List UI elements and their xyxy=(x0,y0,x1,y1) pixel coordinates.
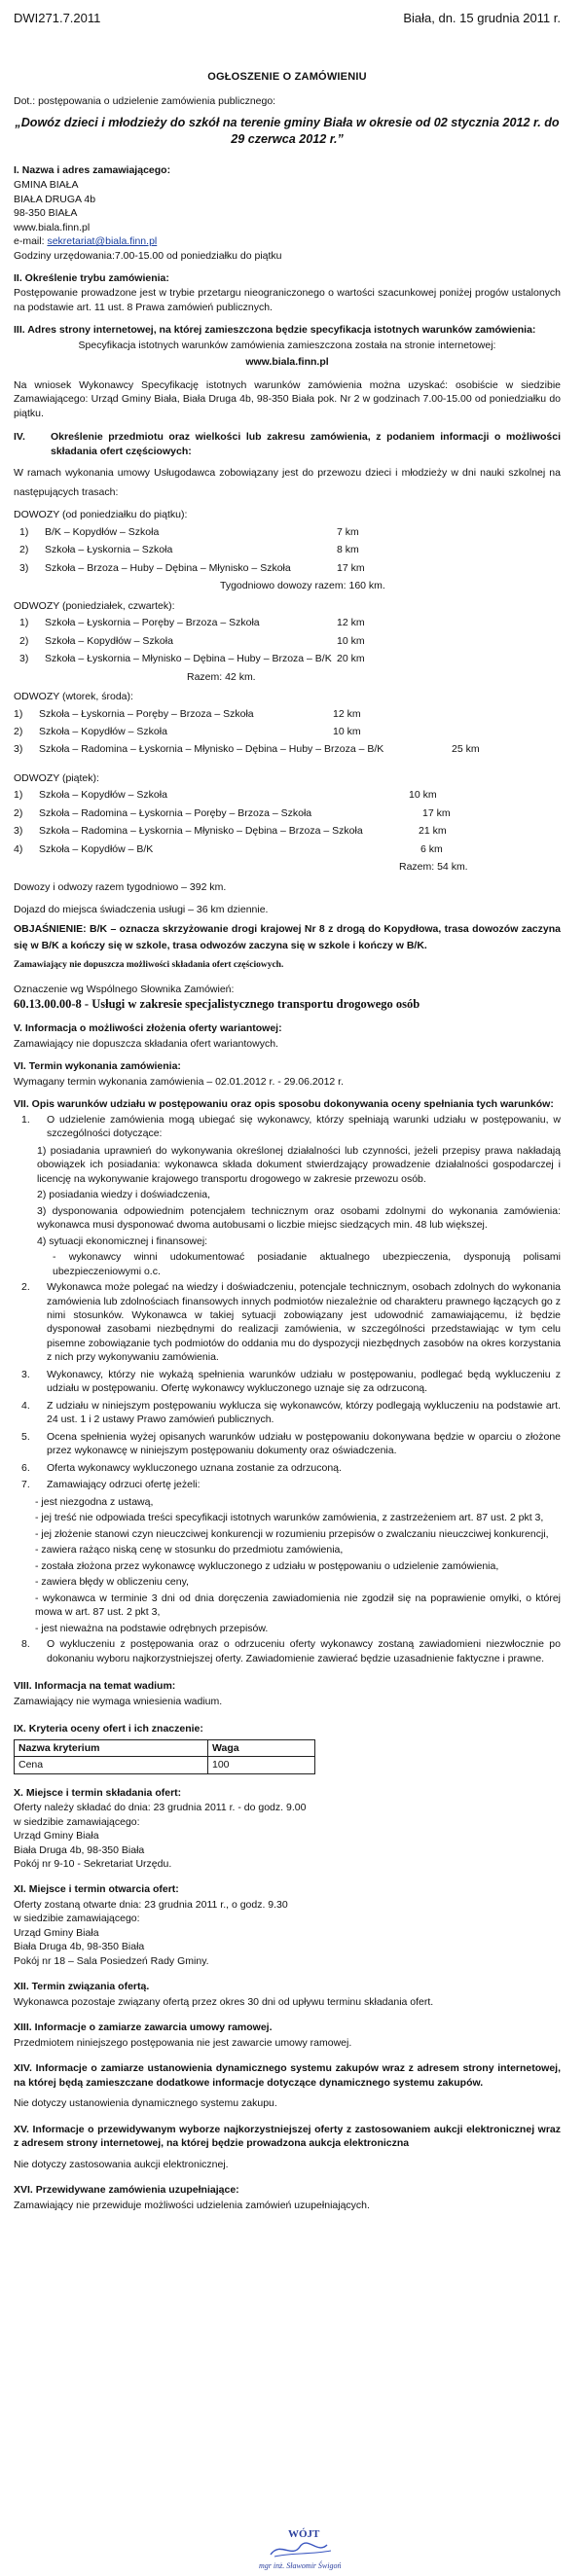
signature-title: WÓJT xyxy=(288,2528,320,2540)
section-10-heading: X. Miejsce i termin składania ofert: xyxy=(14,1786,182,1799)
section-4-number: IV. xyxy=(14,431,25,444)
website-line: www.biala.finn.pl xyxy=(14,221,91,233)
rejection-reason: - jej złożenie stanowi czyn nieuczciwej konkurencji w rozumieniu przepisów o zwalczaniu nieuczciwej konkurencji, xyxy=(35,1527,549,1540)
route-row: 2) Szkoła – Łyskornia – Szkoła 8 km xyxy=(19,544,359,556)
section-7-heading: VII. Opis warunków udziału w postępowaniu oraz opis sposobu dokonywania oceny spełniania tych warunków: xyxy=(14,1098,554,1111)
table-header-row xyxy=(15,1739,315,1756)
route-row: 1) Szkoła – Łyskornia – Poręby – Brzoza – Szkoła 12 km xyxy=(19,617,365,629)
section-2-heading: II. Określenie trybu zamówienia: xyxy=(14,271,169,284)
table-row xyxy=(15,1757,315,1773)
route-row: 1) Szkoła – Łyskornia – Poręby – Brzoza – Szkoła 12 km xyxy=(14,707,361,720)
route-total: Razem: 42 km. xyxy=(187,670,256,683)
header xyxy=(14,10,561,27)
rejection-reason: - zawiera rażąco niską cenę w stosunku do przedmiotu zamówienia, xyxy=(35,1544,344,1556)
section-4-title: Określenie przedmiotu oraz wielkości lub zakresu zamówienia, z podaniem informacji o możliwości składania ofert częściowych: xyxy=(51,431,561,457)
signature-graphic xyxy=(241,2525,348,2572)
criteria-table xyxy=(14,1739,315,1774)
table-cell: 100 xyxy=(208,1757,315,1773)
section-4-heading xyxy=(14,430,561,458)
route-total: Razem: 54 km. xyxy=(399,861,468,874)
section-11-line: Urząd Gminy Biała xyxy=(14,1926,99,1939)
section-6-text: Wymagany termin wykonania zamówienia – 02.01.2012 r. - 29.06.2012 r. xyxy=(14,1075,345,1088)
rejection-reason: - wykonawca w terminie 3 dni od dnia doręczenia zawiadomienia nie zgodził się na poprawienie omyłki, o której mowa w art. 87 ust. 2 pkt 3, xyxy=(35,1592,561,1619)
address-line: BIAŁA DRUGA 4b xyxy=(14,193,96,205)
signature-name: mgr inż. Sławomir Świgoń xyxy=(259,2561,342,2570)
route-row: 3) Szkoła – Łyskornia – Młynisko – Dębina – Huby – Brzoza – B/K 20 km xyxy=(19,653,365,665)
section-10-line: Biała Druga 4b, 98-350 Biała xyxy=(14,1843,145,1856)
section-15-heading: XV. Informacje o przewidywanym wyborze najkorzystniejszej oferty z zastosowaniem aukcji elektronicznej wraz z adresem strony internetowej, na której będzie prowadzona aukcja elektroniczna xyxy=(14,2123,561,2150)
route-group xyxy=(14,599,561,684)
condition-sub: 1) posiadania uprawnień do wykonywania określonej działalności lub czynności, jeżeli przepisy prawa nakładają obowiązek ich posiadania: wykonawca składa dokument stwierdzający prowadzenie działalności gospodarczej i licencję na wykonywanie krajowego transportu drogowego w zakresie przewozu osób. xyxy=(37,1144,561,1185)
route-group xyxy=(14,771,561,875)
section-2-text: Postępowanie prowadzone jest w trybie przetargu nieograniczonego o wartości szacunkowej poniżej progów ustalonych na podstawie art. 11 ust. 8 Prawa zamówień publicznych. xyxy=(14,287,561,313)
route-group xyxy=(14,508,561,592)
section-10-line: Pokój nr 9-10 - Sekretariat Urzędu. xyxy=(14,1857,172,1870)
section-11-line: Biała Druga 4b, 98-350 Biała xyxy=(14,1941,145,1953)
section-10-line: Oferty należy składać do dnia: 23 grudnia 2011 r. - do godz. 9.00 xyxy=(14,1802,307,1814)
table-header-cell: Waga xyxy=(208,1739,315,1756)
condition-item: 3. Wykonawcy, którzy nie wykażą spełnienia warunków udziału w postępowaniu, podlegać będą wykluczeniu z udziału w postępowaniu. Ofertę wykonawcy wykluczonego uznaje się za odrzuconą. xyxy=(21,1368,561,1395)
route-row: 1) Szkoła – Kopydłów – Szkoła 10 km xyxy=(14,789,437,802)
route-group-heading: ODWOZY (poniedziałek, czwartek): xyxy=(14,599,175,612)
signature-scribble xyxy=(271,2543,327,2555)
route-row: 1) B/K – Kopydłów – Szkoła 7 km xyxy=(19,525,359,538)
rejection-reason: - jej treść nie odpowiada treści specyfikacji istotnych warunków zamówienia, z zastrzeżeniem art. 87 ust. 2 pkt 3, xyxy=(35,1512,544,1524)
address-line: GMINA BIAŁA xyxy=(14,179,79,192)
condition-item: 7. Zamawiający odrzuci ofertę jeżeli: xyxy=(21,1479,201,1491)
office-hours: Godziny urzędowania:7.00-15.00 od poniedziałku do piątku xyxy=(14,249,282,262)
condition-item: 2. Wykonawca może polegać na wiedzy i doświadczeniu, potencjale technicznym, osobach zdolnych do wykonania zamówienia lub zdolnościach finansowych innych podmiotów niezależnie od charakteru prawnego łączących go z nimi stosunków. Wykonawca w takiej sytuacji zobowiązany jest udowodnić zamawiającemu, iż będzie dysponował zasobami niezbędnymi do realizacji zamówienia, w szczególności przedstawiając w tym celu pisemne zobowiązanie tych podmiotów do oddania mu do dyspozycji niezbędnych zasobów na okres korzystania z nich przy wykonywaniu zamówienia. xyxy=(21,1281,561,1364)
rejection-reason: - została złożona przez wykonawcę wykluczonego z udziału w postępowaniu o udzielenie zamówienia, xyxy=(35,1559,499,1572)
route-row: 3) Szkoła – Radomina – Łyskornia – Młynisko – Dębina – Brzoza – Szkoła 21 km xyxy=(14,825,447,838)
section-10-line: Urząd Gminy Biała xyxy=(14,1830,99,1843)
section-3-heading: III. Adres strony internetowej, na której zamieszczona będzie specyfikacja istotnych warunków zamówienia: xyxy=(14,324,536,337)
partial-offers-note: Zamawiający nie dopuszcza możliwości składania ofert częściowych. xyxy=(14,960,284,971)
rejection-reason: - jest nieważna na podstawie odrębnych przepisów. xyxy=(35,1622,269,1634)
address-line: 98-350 BIAŁA xyxy=(14,207,78,220)
route-group xyxy=(14,690,561,767)
email-label: e-mail: xyxy=(14,235,48,248)
explanation: OBJAŚNIENIE: B/K – oznacza skrzyżowanie drogi krajowej Nr 8 z drogą do Kopydłowa, trasa dowozów zaczyna się w B/K a kończy się w szkole, trasa odwozów zaczyna się w szkole i kończy w B/K. xyxy=(14,922,561,951)
email-line xyxy=(14,234,561,248)
section-3-line: Specyfikacja istotnych warunków zamówienia zamieszczona została na stronie internetowej: xyxy=(78,339,496,351)
weekly-total: Dowozy i odwozy razem tygodniowo – 392 km. xyxy=(14,880,227,893)
route-group-heading: DOWOZY (od poniedziałku do piątku): xyxy=(14,509,188,521)
section-16-heading: XVI. Przewidywane zamówienia uzupełniające: xyxy=(14,2184,239,2197)
section-1-body xyxy=(14,178,561,263)
section-14-heading: XIV. Informacje o zamiarze ustanowienia dynamicznego systemu zakupów wraz z adresem strony internetowej, na której będą zamieszczane dodatkowe informacje dotyczące dynamicznego systemu zakupów. xyxy=(14,2062,561,2089)
section-11-line: Pokój nr 18 – Sala Posiedzeń Rady Gminy. xyxy=(14,1954,209,1967)
tender-title: „Dowóz dzieci i młodzieży do szkół na terenie gminy Biała w okresie od 02 stycznia 2012 r. do 29 czerwca 2012 r.” xyxy=(15,115,560,146)
condition-sub: 4) sytuacji ekonomicznej i finansowej: xyxy=(37,1234,208,1247)
cpv-code: 60.13.00.00-8 - Usługi w zakresie specjalistycznego transportu drogowego osób xyxy=(14,997,420,1012)
section-14-text: Nie dotyczy ustanowienia dynamicznego systemu zakupu. xyxy=(14,2097,277,2110)
route-group-heading: ODWOZY (piątek): xyxy=(14,771,99,784)
route-row: 2) Szkoła – Radomina – Łyskornia – Poręby – Brzoza – Szkoła 17 km xyxy=(14,806,451,819)
section-12-text: Wykonawca pozostaje związany ofertą przez okres 30 dni od upływu terminu składania ofert. xyxy=(14,1995,434,2008)
daily-distance: Dojazd do miejsca świadczenia usługi – 36 km dziennie. xyxy=(14,904,269,916)
table-cell: Cena xyxy=(15,1757,208,1773)
signature-stamp xyxy=(241,2525,348,2572)
route-group-heading: ODWOZY (wtorek, środa): xyxy=(14,691,133,703)
section-13-text: Przedmiotem niniejszego postępowania nie jest zawarcie umowy ramowej. xyxy=(14,2036,352,2049)
section-12-heading: XII. Termin związania ofertą. xyxy=(14,1981,150,1993)
place-date: Biała, dn. 15 grudnia 2011 r. xyxy=(403,11,561,25)
document-title: OGŁOSZENIE O ZAMÓWIENIU xyxy=(207,70,367,83)
condition-item: 5. Ocena spełnienia wyżej opisanych warunków udziału w postępowaniu dokonywana będzie w oparciu o złożone przez wykonawcę w niniejszym postępowaniu dokumenty oraz oświadczenia. xyxy=(21,1430,561,1457)
section-11-line: Oferty zostaną otwarte dnia: 23 grudnia 2011 r., o godz. 9.30 xyxy=(14,1898,288,1911)
condition-item: 4. Z udziału w niniejszym postępowaniu wyklucza się wykonawców, którzy podlegają wykluczeniu na podstawie art. 24 ust. 1 i 2 ustawy Prawo zamówień publicznych. xyxy=(21,1399,561,1426)
route-row: 2) Szkoła – Kopydłów – Szkoła 10 km xyxy=(19,634,365,647)
cpv-label: Oznaczenie wg Wspólnego Słownika Zamówień: xyxy=(14,983,235,995)
section-8-heading: VIII. Informacja na temat wadium: xyxy=(14,1680,176,1693)
route-total: Tygodniowo dowozy razem: 160 km. xyxy=(220,580,385,592)
condition-sub: 2) posiadania wiedzy i doświadczenia, xyxy=(37,1189,211,1201)
email-link[interactable]: sekretariat@biala.finn.pl xyxy=(47,235,158,248)
table-header-cell: Nazwa kryterium xyxy=(15,1739,208,1756)
section-9-heading: IX. Kryteria oceny ofert i ich znaczenie: xyxy=(14,1723,203,1735)
subject-line: Dot.: postępowania o udzielenie zamówienia publicznego: xyxy=(14,95,276,108)
section-3-url: www.biala.finn.pl xyxy=(245,356,329,369)
section-6-heading: VI. Termin wykonania zamówienia: xyxy=(14,1060,181,1073)
section-15-text: Nie dotyczy zastosowania aukcji elektronicznej. xyxy=(14,2158,229,2170)
section-8-text: Zamawiający nie wymaga wniesienia wadium. xyxy=(14,1695,223,1707)
route-row: 3) Szkoła – Brzoza – Huby – Dębina – Młynisko – Szkoła 17 km xyxy=(19,561,365,574)
section-10-line: w siedzibie zamawiającego: xyxy=(14,1815,140,1828)
rejection-reason: - zawiera błędy w obliczeniu ceny, xyxy=(35,1576,189,1589)
section-5-heading: V. Informacja o możliwości złożenia oferty wariantowej: xyxy=(14,1022,282,1035)
condition-sub: 3) dysponowania odpowiednim potencjałem technicznym oraz osobami zdolnymi do wykonania zamówienia: wykonawca musi dysponować dwoma autobusami o liczbie miejsc siedzących min. 48 lub większej. xyxy=(37,1204,561,1232)
condition-item: 6. Oferta wykonawcy wykluczonego uznana zostanie za odrzuconą. xyxy=(21,1461,342,1474)
section-16-text: Zamawiający nie przewiduje możliwości udzielenia zamówień uzupełniających. xyxy=(14,2199,370,2211)
section-5-text: Zamawiający nie dopuszcza składania ofert wariantowych. xyxy=(14,1037,278,1050)
section-3-text: Na wniosek Wykonawcy Specyfikację istotnych warunków zamówienia można uzyskać: osobiście w siedzibie Zamawiającego: Urząd Gminy Biała, Biała Druga 4b, 98-350 Biała pok. Nr 2 w godzinach 7.00-15.00 od poniedziałku do piątku. xyxy=(14,378,561,419)
condition-item: 1. O udzielenie zamówienia mogą ubiegać się wykonawcy, którzy spełniają warunki udziału w postępowaniu, w szczególności dotyczące: xyxy=(21,1113,561,1140)
signature-scribble xyxy=(274,2551,331,2557)
route-row: 2) Szkoła – Kopydłów – Szkoła 10 km xyxy=(14,726,361,737)
section-1-heading: I. Nazwa i adres zamawiającego: xyxy=(14,163,171,176)
section-11-line: w siedzibie zamawiającego: xyxy=(14,1913,140,1925)
rejection-reason: - jest niezgodna z ustawą, xyxy=(35,1495,154,1508)
route-row: 4) Szkoła – Kopydłów – B/K 6 km xyxy=(14,842,443,855)
condition-item: 8. O wykluczeniu z postępowania oraz o odrzuceniu oferty wykonawcy zostaną zawiadomieni niezwłocznie po dokonaniu wyboru najkorzystniejszej oferty. Zawiadomienie zawierać będzie uzasadnienie faktyczne i prawne. xyxy=(21,1638,561,1664)
section-13-heading: XIII. Informacje o zamiarze zawarcia umowy ramowej. xyxy=(14,2021,273,2034)
route-row: 3) Szkoła – Radomina – Łyskornia – Młynisko – Dębina – Huby – Brzoza – B/K 25 km xyxy=(14,743,480,756)
section-11-heading: XI. Miejsce i termin otwarcia ofert: xyxy=(14,1883,179,1896)
reference-number: DWI271.7.2011 xyxy=(14,11,101,25)
section-4-intro: W ramach wykonania umowy Usługodawca zobowiązany jest do przewozu dzieci i młodzieży w dni nauki szkolnej na następujących trasach: xyxy=(14,467,561,499)
condition-sub: - wykonawcy winni udokumentować posiadanie aktualnego ubezpieczenia, dysponują polisami ubezpieczeniowymi o.c. xyxy=(53,1251,561,1277)
